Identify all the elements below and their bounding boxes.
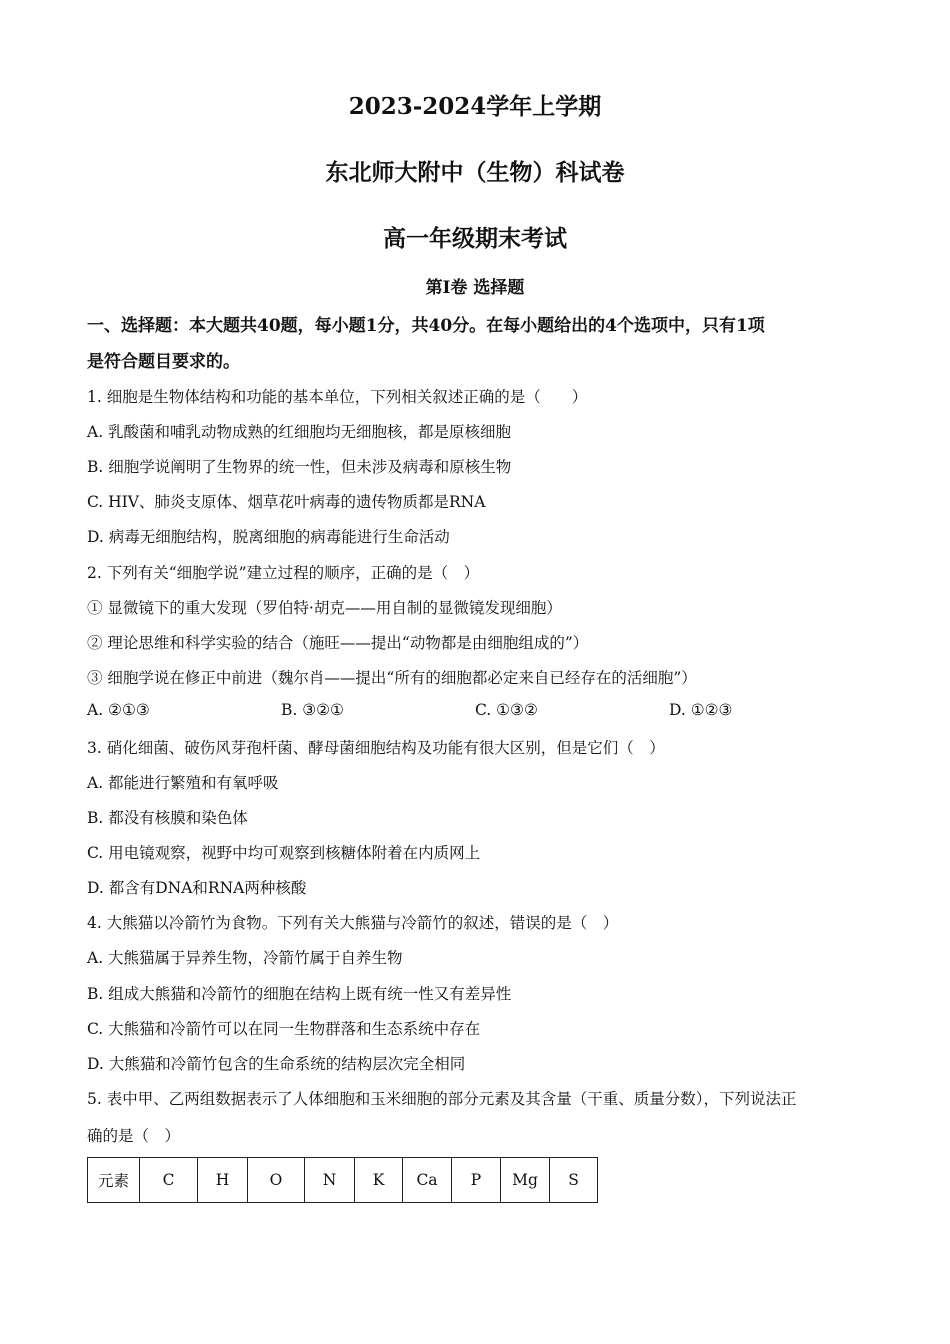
table-cell: Ca: [403, 1158, 452, 1203]
question-2-option-a: A. ②①③: [87, 701, 150, 719]
question-5-stem-line-2: 确的是（ ）: [87, 1127, 181, 1145]
question-4-option-d: D. 大熊猫和冷箭竹包含的生命系统的结构层次完全相同: [87, 1055, 466, 1073]
question-3-option-b: B. 都没有核膜和染色体: [87, 809, 248, 827]
table-cell: N: [305, 1158, 355, 1203]
instructions-line-1: 一、选择题：本大题共40题，每小题1分，共40分。在每小题给出的4个选项中，只有1项: [87, 316, 765, 336]
question-2-stem: 2. 下列有关“细胞学说”建立过程的顺序，正确的是（ ）: [87, 564, 480, 582]
table-row: [88, 1158, 598, 1203]
question-2-statement-2: ② 理论思维和科学实验的结合（施旺——提出“动物都是由细胞组成的”）: [87, 634, 589, 652]
question-2-option-c: C. ①③②: [475, 701, 538, 719]
table-cell: K: [355, 1158, 403, 1203]
exam-grade-title: 高一年级期末考试: [383, 225, 567, 252]
question-3-option-a: A. 都能进行繁殖和有氧呼吸: [87, 774, 279, 792]
table-cell: S: [550, 1158, 598, 1203]
question-2-option-d: D. ①②③: [669, 701, 733, 719]
question-1-option-b: B. 细胞学说阐明了生物界的统一性，但未涉及病毒和原核生物: [87, 458, 512, 476]
question-5-stem-line-1: 5. 表中甲、乙两组数据表示了人体细胞和玉米细胞的部分元素及其含量（干重、质量分数），下列说法正: [87, 1090, 797, 1108]
question-4-option-c: C. 大熊猫和冷箭竹可以在同一生物群落和生态系统中存在: [87, 1020, 481, 1038]
exam-school-title: 东北师大附中（生物）科试卷: [325, 159, 625, 186]
table-cell: H: [198, 1158, 248, 1203]
question-1-stem: 1. 细胞是生物体结构和功能的基本单位，下列相关叙述正确的是（ ）: [87, 388, 588, 406]
exam-year-title: 2023-2024学年上学期: [348, 93, 602, 120]
question-3-option-d: D. 都含有DNA和RNA两种核酸: [87, 879, 307, 897]
question-4-option-b: B. 组成大熊猫和冷箭竹的细胞在结构上既有统一性又有差异性: [87, 985, 512, 1003]
question-4-option-a: A. 大熊猫属于异养生物，冷箭竹属于自养生物: [87, 949, 403, 967]
question-4-stem: 4. 大熊猫以冷箭竹为食物。下列有关大熊猫与冷箭竹的叙述，错误的是（ ）: [87, 914, 619, 932]
question-3-option-c: C. 用电镜观察，视野中均可观察到核糖体附着在内质网上: [87, 844, 481, 862]
question-2-statement-1: ① 显微镜下的重大发现（罗伯特·胡克——用自制的显微镜发现细胞）: [87, 599, 562, 617]
element-content-table: [87, 1157, 598, 1203]
section-title: 第I卷 选择题: [425, 278, 525, 298]
question-1-option-d: D. 病毒无细胞结构，脱离细胞的病毒能进行生命活动: [87, 528, 450, 546]
instructions-line-2: 是符合题目要求的。: [87, 352, 240, 372]
table-cell: C: [140, 1158, 198, 1203]
question-2-statement-3: ③ 细胞学说在修正中前进（魏尔肖——提出“所有的细胞都必定来自已经存在的活细胞”）: [87, 669, 697, 687]
table-cell: Mg: [501, 1158, 550, 1203]
question-3-stem: 3. 硝化细菌、破伤风芽孢杆菌、酵母菌细胞结构及功能有很大区别，但是它们（ ）: [87, 739, 665, 757]
question-1-option-a: A. 乳酸菌和哺乳动物成熟的红细胞均无细胞核，都是原核细胞: [87, 423, 512, 441]
table-cell: P: [452, 1158, 501, 1203]
table-cell: 元素: [88, 1158, 140, 1203]
question-1-option-c: C. HIV、肺炎支原体、烟草花叶病毒的遗传物质都是RNA: [87, 493, 486, 511]
question-2-option-b: B. ③②①: [281, 701, 344, 719]
table-cell: O: [248, 1158, 305, 1203]
